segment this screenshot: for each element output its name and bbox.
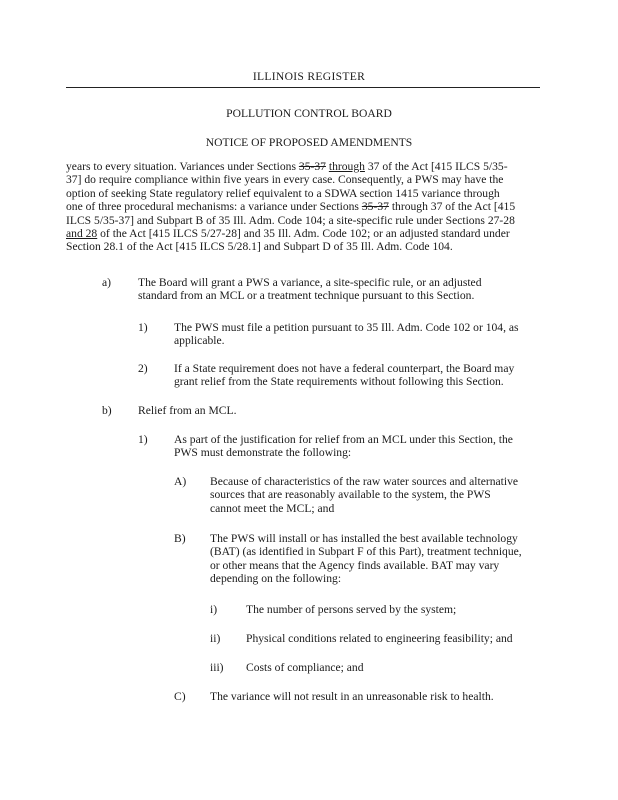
header-rule <box>66 87 540 88</box>
subsection-a-line-2: standard from an MCL or a treatment technique pursuant to this Section. <box>138 289 475 303</box>
item-bA-line-1: Because of characteristics of the raw water sources and alternative <box>210 475 519 488</box>
item-bA-line-2: sources that are reasonably available to the system, the PWS <box>210 488 491 502</box>
item-bB-line-3: or other means that the Agency finds available. BAT may vary <box>210 558 500 572</box>
item-a2-line-2: grant relief from the State requirements without following this Section. <box>174 375 504 389</box>
item-a2-label: 2) <box>138 362 148 375</box>
item-bB-label: B) <box>174 532 186 545</box>
item-bB-line-4: depending on the following: <box>210 572 342 586</box>
item-bC-text: The variance will not result in an unreasonable risk to health. <box>210 690 494 703</box>
subsection-a-text <box>138 276 538 303</box>
item-biii-label: iii) <box>210 661 224 674</box>
item-a1-label: 1) <box>138 321 148 334</box>
item-bii-text: Physical conditions related to engineering feasibility; and <box>246 632 513 645</box>
intro-line-3: option of seeking State regulatory relief equivalent to a SDWA section 1415 variance through <box>66 186 500 200</box>
intro-line-5: ILCS 5/35-37] and Subpart B of 35 Ill. Adm. Code 104; a site-specific rule under Sections 27-28 <box>66 213 515 227</box>
item-bA-line-3: cannot meet the MCL; and <box>210 501 335 515</box>
item-b1-label: 1) <box>138 433 148 446</box>
intro-line-4: one of three procedural mechanisms: a variance under Sections 35-37 through 37 of the Act [415 <box>66 200 516 214</box>
item-bB-line-2: (BAT) (as identified in Subpart F of this Part), treatment technique, <box>210 545 522 559</box>
intro-line-2: 37] do require compliance within five years in every case. Consequently, a PWS may have the <box>66 173 504 187</box>
item-b1-line-1: As part of the justification for relief from an MCL under this Section, the <box>174 433 513 446</box>
board-title: POLLUTION CONTROL BOARD <box>226 107 392 120</box>
subsection-b-label: b) <box>102 404 112 417</box>
item-a2-text <box>174 362 544 389</box>
item-bC-label: C) <box>174 690 186 703</box>
item-bA-text <box>210 475 550 515</box>
item-a1-text <box>174 321 544 348</box>
item-a2-line-1: If a State requirement does not have a federal counterpart, the Board may <box>174 362 515 375</box>
item-bB-text <box>210 532 550 586</box>
item-bi-text: The number of persons served by the system; <box>246 603 457 616</box>
item-bi-label: i) <box>210 603 218 616</box>
item-biii-text: Costs of compliance; and <box>246 661 364 674</box>
item-a1-line-2: applicable. <box>174 334 225 348</box>
subsection-a-line-1: The Board will grant a PWS a variance, a site-specific rule, or an adjusted <box>138 276 482 289</box>
item-bA-label: A) <box>174 475 187 488</box>
intro-line-7: Section 28.1 of the Act [415 ILCS 5/28.1] and Subpart D of 35 Ill. Adm. Code 104. <box>66 240 453 254</box>
subsection-a-label: a) <box>102 276 112 289</box>
register-title: ILLINOIS REGISTER <box>252 70 366 83</box>
item-b1-text <box>174 433 544 460</box>
item-bB-line-1: The PWS will install or has installed the best available technology <box>210 532 518 545</box>
item-a1-line-1: The PWS must file a petition pursuant to 35 Ill. Adm. Code 102 or 104, as <box>174 321 519 334</box>
subsection-b-text: Relief from an MCL. <box>138 404 237 417</box>
item-bii-label: ii) <box>210 632 221 645</box>
item-b1-line-2: PWS must demonstrate the following: <box>174 446 352 460</box>
intro-line-1: years to every situation. Variances under Sections 35-37 through 37 of the Act [415 ILCS 5/35- <box>66 160 508 173</box>
intro-paragraph <box>66 160 546 254</box>
intro-line-6: and 28 of the Act [415 ILCS 5/27-28] and 35 Ill. Adm. Code 102; or an adjusted standard under <box>66 227 510 241</box>
notice-title: NOTICE OF PROPOSED AMENDMENTS <box>205 136 413 149</box>
